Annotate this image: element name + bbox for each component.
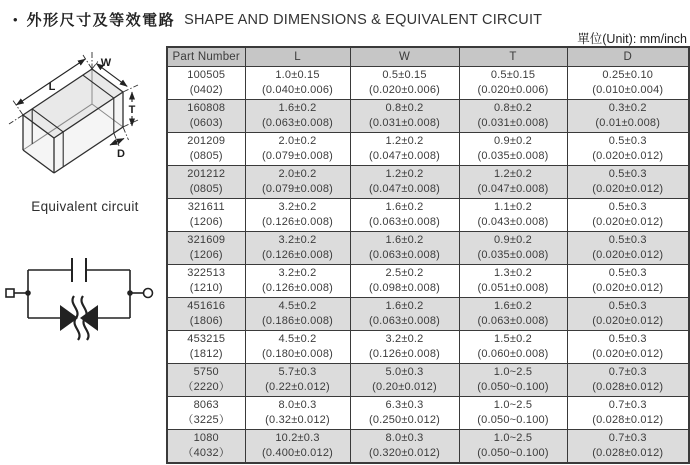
value-line: 2.5±0.2 xyxy=(385,267,424,279)
value-line: 8063 xyxy=(193,399,219,411)
value-line: (0.063±0.008) xyxy=(261,117,334,129)
equivalent-circuit-label: Equivalent circuit xyxy=(31,199,139,214)
value-line: 160808 xyxy=(187,102,226,114)
table-row xyxy=(167,298,689,331)
column-header-d: D xyxy=(567,47,689,67)
value-line: (0.20±0.012) xyxy=(372,381,437,393)
cell-d xyxy=(567,199,689,232)
cell-w xyxy=(350,331,459,364)
value-line: 3.2±0.2 xyxy=(385,333,424,345)
column-header-t: T xyxy=(459,47,567,67)
cell-w xyxy=(350,199,459,232)
dim-label-t: T xyxy=(128,104,136,116)
table-row xyxy=(167,331,689,364)
value-line: 1.6±0.2 xyxy=(278,102,317,114)
cell-d xyxy=(567,166,689,199)
value-line: 3.2±0.2 xyxy=(278,234,317,246)
value-line: 1.2±0.2 xyxy=(493,168,533,180)
value-line: (0402) xyxy=(189,84,223,96)
value-line: 2.0±0.2 xyxy=(278,168,317,180)
value-line: (0.126±0.008) xyxy=(261,216,334,228)
cell-l xyxy=(245,100,350,133)
value-line: (0.020±0.012) xyxy=(592,282,664,294)
value-line: (0.126±0.008) xyxy=(368,348,441,360)
value-line: 0.5±0.3 xyxy=(608,333,647,345)
value-line: 201209 xyxy=(187,135,226,147)
value-line: 1.0~2.5 xyxy=(493,432,533,444)
value-line: 1.2±0.2 xyxy=(385,135,424,147)
table-row xyxy=(167,265,689,298)
cell-part-number xyxy=(167,133,245,166)
cell-l xyxy=(245,166,350,199)
value-line: (0.180±0.008) xyxy=(261,348,334,360)
dim-label-d: D xyxy=(117,148,125,160)
cell-t xyxy=(459,331,567,364)
cell-l xyxy=(245,298,350,331)
value-line: 8.0±0.3 xyxy=(385,432,424,444)
cell-l xyxy=(245,364,350,397)
cell-d xyxy=(567,397,689,430)
value-line: (0.079±0.008) xyxy=(261,150,334,162)
table-row xyxy=(167,133,689,166)
cell-d xyxy=(567,232,689,265)
cell-w xyxy=(350,265,459,298)
value-line: (0.020±0.012) xyxy=(592,348,664,360)
value-line: 0.5±0.3 xyxy=(608,135,647,147)
value-line: (0.186±0.008) xyxy=(261,315,334,327)
value-line: 1.0~2.5 xyxy=(493,399,533,411)
cell-t xyxy=(459,100,567,133)
value-line: (0.051±0.008) xyxy=(477,282,549,294)
cell-part-number xyxy=(167,265,245,298)
value-line: 453215 xyxy=(187,333,226,345)
value-line: 1.0±0.15 xyxy=(275,69,320,81)
table-row xyxy=(167,397,689,430)
value-line: (0.028±0.012) xyxy=(592,447,664,459)
value-line: (0.098±0.008) xyxy=(368,282,441,294)
cell-d xyxy=(567,331,689,364)
cell-t xyxy=(459,133,567,166)
cell-t xyxy=(459,265,567,298)
value-line: (0.020±0.012) xyxy=(592,315,664,327)
value-line: (0.250±0.012) xyxy=(368,414,441,426)
value-line: (0.050~0.100) xyxy=(477,414,549,426)
table-row xyxy=(167,232,689,265)
value-line: 1.5±0.2 xyxy=(493,333,533,345)
value-line: (0.32±0.012) xyxy=(265,414,330,426)
value-line: 0.7±0.3 xyxy=(608,399,647,411)
value-line: （2220） xyxy=(182,381,231,393)
value-line: (0.028±0.012) xyxy=(592,381,664,393)
value-line: 0.3±0.2 xyxy=(608,102,647,114)
cell-w xyxy=(350,166,459,199)
value-line: 1.6±0.2 xyxy=(385,234,424,246)
cell-w xyxy=(350,298,459,331)
cell-d xyxy=(567,364,689,397)
cell-t xyxy=(459,232,567,265)
value-line: (0.020±0.006) xyxy=(477,84,549,96)
value-line: (0.028±0.012) xyxy=(592,414,664,426)
value-line: 0.5±0.15 xyxy=(490,69,536,81)
value-line: 8.0±0.3 xyxy=(278,399,317,411)
cell-d xyxy=(567,67,689,100)
value-line: 451616 xyxy=(187,300,226,312)
value-line: (0.047±0.008) xyxy=(368,183,441,195)
cell-part-number xyxy=(167,331,245,364)
cell-d xyxy=(567,298,689,331)
table-row xyxy=(167,166,689,199)
value-line: （3225） xyxy=(182,414,231,426)
value-line: (0.063±0.008) xyxy=(368,216,441,228)
value-line: (0.320±0.012) xyxy=(368,447,441,459)
value-line: 0.5±0.3 xyxy=(608,234,647,246)
value-line: 0.8±0.2 xyxy=(493,102,533,114)
cell-part-number xyxy=(167,364,245,397)
value-line: 4.5±0.2 xyxy=(278,300,317,312)
value-line: 0.5±0.15 xyxy=(382,69,427,81)
table-row xyxy=(167,199,689,232)
cell-t xyxy=(459,430,567,464)
cell-d xyxy=(567,100,689,133)
value-line: (1806) xyxy=(189,315,223,327)
dimensions-table xyxy=(166,46,690,464)
value-line: 5.7±0.3 xyxy=(278,366,317,378)
cell-part-number xyxy=(167,166,245,199)
cell-t xyxy=(459,364,567,397)
cell-d xyxy=(567,265,689,298)
value-line: (0.01±0.008) xyxy=(595,117,661,129)
table-row xyxy=(167,100,689,133)
value-line: (0.010±0.004) xyxy=(592,84,664,96)
dim-label-w: W xyxy=(100,57,112,69)
junction-dot-left xyxy=(25,290,31,296)
value-line: (0805) xyxy=(189,150,223,162)
value-line: 1.3±0.2 xyxy=(493,267,533,279)
value-line: （4032） xyxy=(182,447,231,459)
dim-label-l: L xyxy=(48,81,56,93)
title-english: SHAPE AND DIMENSIONS & EQUIVALENT CIRCUIT xyxy=(184,11,543,28)
value-line: (0.063±0.008) xyxy=(477,315,549,327)
cell-t xyxy=(459,397,567,430)
cell-t xyxy=(459,166,567,199)
cell-w xyxy=(350,430,459,464)
value-line: (0.043±0.008) xyxy=(477,216,549,228)
value-line: (0.047±0.008) xyxy=(477,183,549,195)
value-line: (0.063±0.008) xyxy=(368,315,441,327)
page-title xyxy=(13,9,542,30)
value-line: 1.6±0.2 xyxy=(385,300,424,312)
value-line: (1812) xyxy=(189,348,223,360)
value-line: (0.020±0.006) xyxy=(368,84,441,96)
value-line: (0.050~0.100) xyxy=(477,447,549,459)
table-header-row xyxy=(167,47,689,67)
cell-part-number xyxy=(167,67,245,100)
value-line: (0603) xyxy=(189,117,223,129)
cell-l xyxy=(245,67,350,100)
value-line: 321609 xyxy=(187,234,226,246)
value-line: (0.079±0.008) xyxy=(261,183,334,195)
table-row xyxy=(167,430,689,464)
cell-part-number xyxy=(167,232,245,265)
value-line: (0.040±0.006) xyxy=(261,84,334,96)
value-line: (0.400±0.012) xyxy=(261,447,334,459)
value-line: 321611 xyxy=(187,201,225,213)
cell-w xyxy=(350,67,459,100)
equivalent-circuit-diagram xyxy=(0,246,160,346)
value-line: 322513 xyxy=(187,267,226,279)
cell-t xyxy=(459,67,567,100)
bullet-icon: • xyxy=(13,12,18,27)
value-line: (0.035±0.008) xyxy=(477,150,549,162)
cell-part-number xyxy=(167,397,245,430)
cell-part-number xyxy=(167,298,245,331)
cell-l xyxy=(245,331,350,364)
table-row xyxy=(167,67,689,100)
varistor-symbol xyxy=(28,296,130,340)
cell-d xyxy=(567,133,689,166)
value-line: 1.1±0.2 xyxy=(493,201,533,213)
value-line: (0.031±0.008) xyxy=(368,117,441,129)
cell-w xyxy=(350,364,459,397)
value-line: 1080 xyxy=(193,432,219,444)
column-header-l: L xyxy=(245,47,350,67)
value-line: (1210) xyxy=(189,282,223,294)
value-line: (0.047±0.008) xyxy=(368,150,441,162)
value-line: 0.9±0.2 xyxy=(493,135,533,147)
cell-w xyxy=(350,133,459,166)
capacitor-symbol xyxy=(28,258,130,282)
left-terminal xyxy=(6,289,28,297)
unit-note: 單位(Unit): mm/inch xyxy=(577,32,687,46)
value-line: 5750 xyxy=(193,366,219,378)
value-line: 1.2±0.2 xyxy=(385,168,424,180)
cell-w xyxy=(350,232,459,265)
value-line: (0.020±0.012) xyxy=(592,150,664,162)
value-line: 100505 xyxy=(187,69,226,81)
cell-w xyxy=(350,397,459,430)
value-line: 0.5±0.3 xyxy=(608,168,647,180)
value-line: 1.6±0.2 xyxy=(385,201,424,213)
value-line: 0.5±0.3 xyxy=(608,201,647,213)
value-line: 2.0±0.2 xyxy=(278,135,317,147)
value-line: 0.8±0.2 xyxy=(385,102,424,114)
right-terminal xyxy=(130,289,153,298)
value-line: (0.126±0.008) xyxy=(261,249,334,261)
value-line: (0.020±0.012) xyxy=(592,216,664,228)
value-line: (1206) xyxy=(189,216,223,228)
value-line: 201212 xyxy=(187,168,226,180)
cell-l xyxy=(245,232,350,265)
cell-l xyxy=(245,265,350,298)
value-line: (0.020±0.012) xyxy=(592,249,664,261)
cell-w xyxy=(350,100,459,133)
value-line: 0.25±0.10 xyxy=(602,69,654,81)
cell-l xyxy=(245,430,350,464)
value-line: 3.2±0.2 xyxy=(278,201,317,213)
value-line: 0.5±0.3 xyxy=(608,300,647,312)
value-line: (0.020±0.012) xyxy=(592,183,664,195)
cell-l xyxy=(245,133,350,166)
chip-shape-diagram xyxy=(0,52,168,187)
value-line: (0.050~0.100) xyxy=(477,381,549,393)
value-line: (1206) xyxy=(189,249,223,261)
value-line: 3.2±0.2 xyxy=(278,267,317,279)
value-line: (0.060±0.008) xyxy=(477,348,549,360)
value-line: 6.3±0.3 xyxy=(385,399,424,411)
value-line: (0.031±0.008) xyxy=(477,117,549,129)
table-row xyxy=(167,364,689,397)
value-line: (0805) xyxy=(189,183,223,195)
value-line: 1.6±0.2 xyxy=(493,300,533,312)
cell-part-number xyxy=(167,430,245,464)
value-line: 4.5±0.2 xyxy=(278,333,317,345)
cell-part-number xyxy=(167,199,245,232)
value-line: 0.5±0.3 xyxy=(608,267,647,279)
value-line: (0.126±0.008) xyxy=(261,282,334,294)
cell-part-number xyxy=(167,100,245,133)
value-line: 5.0±0.3 xyxy=(385,366,424,378)
cell-t xyxy=(459,199,567,232)
value-line: 10.2±0.3 xyxy=(275,432,320,444)
value-line: (0.035±0.008) xyxy=(477,249,549,261)
cell-l xyxy=(245,397,350,430)
value-line: 0.7±0.3 xyxy=(608,366,647,378)
cell-t xyxy=(459,298,567,331)
value-line: 0.7±0.3 xyxy=(608,432,647,444)
cell-d xyxy=(567,430,689,464)
value-line: 0.9±0.2 xyxy=(493,234,533,246)
title-chinese: 外形尺寸及等效電路 xyxy=(26,12,176,29)
value-line: (0.22±0.012) xyxy=(265,381,330,393)
cell-l xyxy=(245,199,350,232)
junction-dot-right xyxy=(127,290,133,296)
value-line: 1.0~2.5 xyxy=(493,366,533,378)
column-header-w: W xyxy=(350,47,459,67)
value-line: (0.063±0.008) xyxy=(368,249,441,261)
column-header-part-number: Part Number xyxy=(167,47,245,67)
